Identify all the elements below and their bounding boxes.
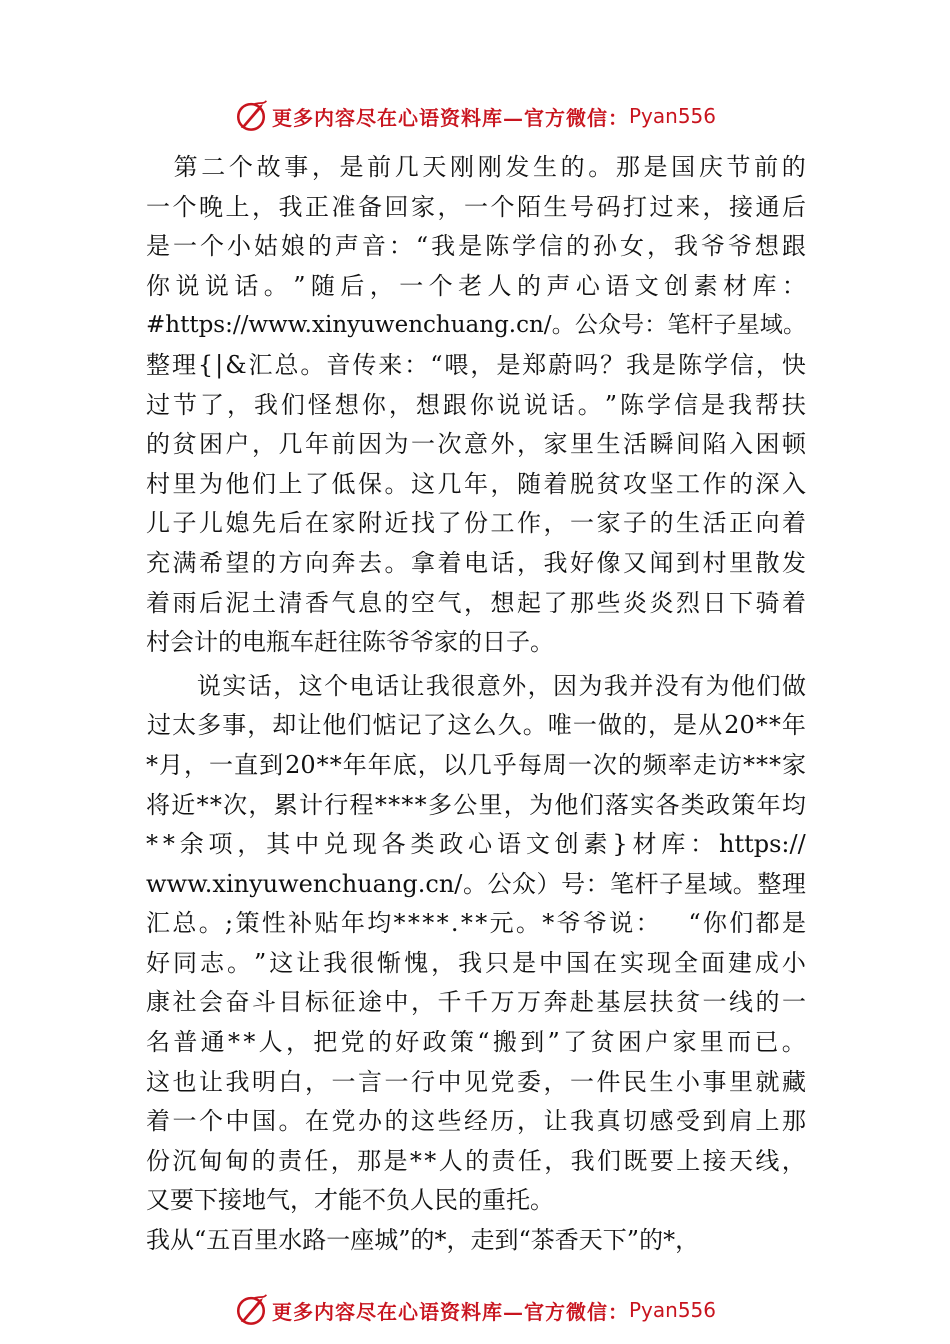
text-line: 儿 子 儿 媳 先 后 在 家 附 近 找 了 份 工 作 ， 一 家 子 的 生 活 正 向 着 (146, 509, 806, 538)
text-line: 过 节 了 ， 我 们 怪 想 你 ， 想 跟 你 说 说 话 。 ” 陈 学 信 是 我 帮 扶 (146, 390, 806, 419)
text-line: 充 满 希 望 的 方 向 奔 去 。 拿 着 电 话 ， 我 好 像 又 闻 到 村 里 散 发 (146, 548, 806, 577)
text-line: 一 个 晚 上 ， 我 正 准 备 回 家 ， 一 个 陌 生 号 码 打 过 来 ， 接 通 后 (146, 192, 806, 221)
document-body (146, 148, 806, 1261)
text-line: 是 一 个 小 姑 娘 的 声 音 ： “ 我 是 陈 学 信 的 孙 女 ， 我 爷 爷 想 跟 (146, 232, 806, 261)
text-line: 村会计的电瓶车赶往陈爷爷家的日子。 (146, 628, 554, 657)
quill-pen-logo-icon (234, 1293, 268, 1327)
text-line: 名 普 通 * * 人 ， 把 党 的 好 政 策 “ 搬 到 ” 了 贫 困 户 家 里 而 已 。 (146, 1028, 806, 1057)
text-line: 份 沉 甸 甸 的 责 任 ， 那 是 * * 人 的 责 任 ， 我 们 既 要 上 接 天 线 ， (146, 1146, 806, 1175)
text-line: #https://www.xinyuwenchuang.cn/ 。 公 众 号 ： 笔 杆 子 星 域 。 (146, 312, 806, 339)
text-line: 的 贫 困 户 ， 几 年 前 因 为 一 次 意 外 ， 家 里 生 活 瞬 间 陷 入 困 顿 (146, 430, 806, 459)
text-line: 又要下接地气，才能不负人民的重托。 (146, 1186, 554, 1215)
text-line: 第 二 个 故 事 ， 是 前 几 天 刚 刚 发 生 的 。 那 是 国 庆 节 前 的 (173, 153, 806, 181)
banner-wechat-id: Pyan556 (628, 1298, 716, 1322)
text-line: 着 雨 后 泥 土 清 香 气 息 的 空 气 ， 想 起 了 那 些 炎 炎 烈 日 下 骑 着 (146, 588, 806, 617)
text-line: 你 说 说 话 。 ” 随 后 ， 一 个 老 人 的 声 心 语 文 创 素 材 库 ： (146, 271, 806, 300)
paragraph-2 (146, 667, 806, 1221)
footer-banner (0, 1290, 950, 1330)
text-line: 我从“五百里水路一座城”的*，走到“茶香天下”的*， (146, 1226, 700, 1255)
banner-text: 更多内容尽在心语资料库—官方微信： (271, 1299, 629, 1324)
text-line: 康 社 会 奋 斗 目 标 征 途 中 ， 千 千 万 万 奔 赴 基 层 扶 贫 一 线 的 一 (146, 988, 806, 1017)
text-line: 着 一 个 中 国 。 在 党 办 的 这 些 经 历 ， 让 我 真 切 感 受 到 肩 上 那 (146, 1107, 806, 1136)
banner-text: 更多内容尽在心语资料库—官方微信： (271, 105, 629, 130)
text-line: * 月 ， 一 直 到 20 * * 年 年 底 ， 以 几 乎 每 周 一 次 的 频 率 走 访 * * * 家 (146, 750, 806, 779)
text-line: 村 里 为 他 们 上 了 低 保 。 这 几 年 ， 随 着 脱 贫 攻 坚 工 作 的 深 入 (146, 469, 806, 498)
text-line: 这 也 让 我 明 白 ， 一 言 一 行 中 见 党 委 ， 一 件 民 生 小 事 里 就 藏 (146, 1067, 806, 1096)
text-line: 汇 总 。 ; 策 性 补 贴 年 均 * * * * . * * 元 。 * 爷 爷 说 ： “ 你 们 都 是 (146, 909, 806, 938)
header-banner (0, 96, 950, 136)
text-line: 将 近 * * 次 ， 累 计 行 程 * * * * 多 公 里 ， 为 他 们 落 实 各 类 政 策 年 均 (146, 790, 806, 819)
text-line: www.xinyuwenchuang.cn/ 。 公 众 ） 号 ： 笔 杆 子 星 域 。 整 理 (146, 869, 806, 898)
text-line: 过 太 多 事 ， 却 让 他 们 惦 记 了 这 么 久 。 唯 一 做 的 ， 是 从 20 * * 年 (147, 711, 806, 740)
paragraph-1 (146, 148, 806, 663)
text-line: 说 实 话 ， 这 个 电 话 让 我 很 意 外 ， 因 为 我 并 没 有 为 他 们 做 (196, 671, 806, 700)
paragraph-3 (146, 1221, 806, 1261)
text-line: 整 理 { | & 汇 总 。 音 传 来 ： “ 喂 ， 是 郑 蔚 吗 ？ 我 是 陈 学 信 ， 快 (146, 350, 806, 379)
text-line: 好 同 志 。 ” 这 让 我 很 惭 愧 ， 我 只 是 中 国 在 实 现 全 面 建 成 小 (146, 948, 806, 977)
quill-pen-logo-icon (234, 99, 268, 133)
banner-wechat-id: Pyan556 (628, 104, 716, 128)
text-line: * * 余 项 ， 其 中 兑 现 各 类 政 心 语 文 创 素 } 材 库 ： https:// (146, 830, 806, 859)
